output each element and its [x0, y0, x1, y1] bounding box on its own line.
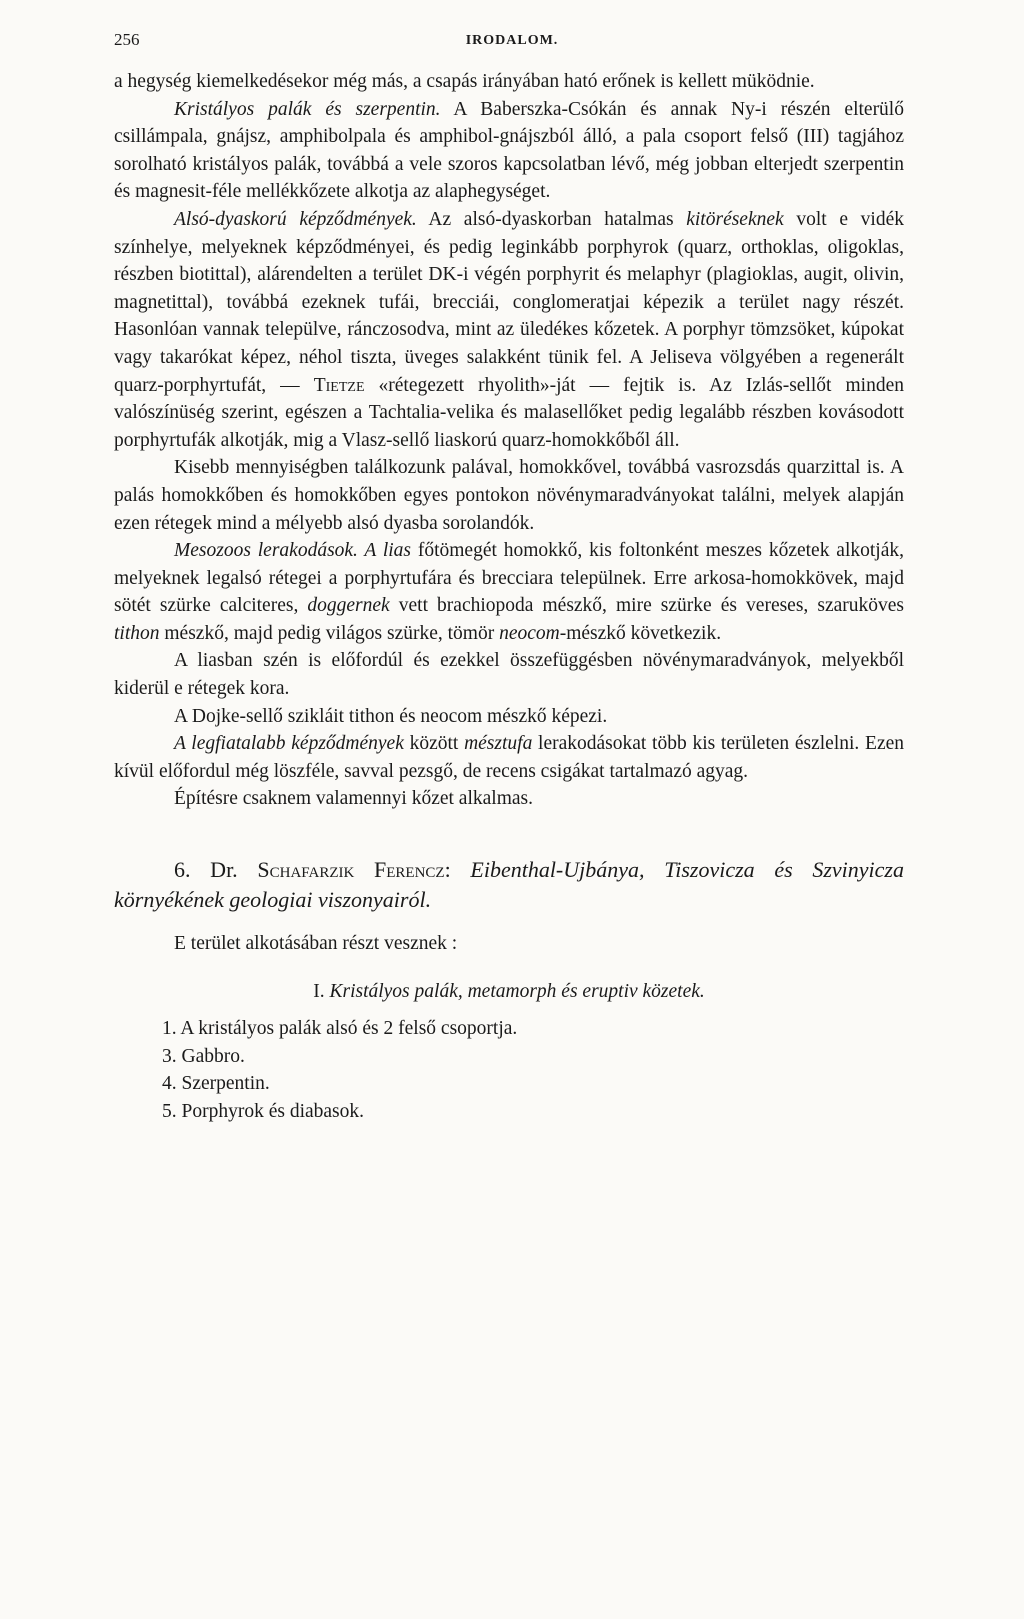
- section-number: 6. Dr.: [174, 857, 258, 883]
- paragraph-6: A liasban szén is előfordúl és ezekkel összefüggésben növénymaradványok, melyekből kiderül e rétegek kora.: [114, 650, 904, 700]
- paragraph-8-emphasis: mésztufa: [464, 733, 533, 755]
- paragraph-8-text-a: között: [403, 733, 465, 755]
- paragraph-2: [114, 96, 904, 206]
- list-item: 4. Szerpentin.: [162, 1073, 270, 1095]
- paragraph-3-text-c: «rétegezett rhyolith»-ját — fejtik is. Az Izlás-sellőt minden valószínüség szerint, egészen a Tachtalia-velika és malasellőket pedig legalább részben kovásodott porphyrtufák alkotják, mig a Vlasz-sellő liaskorú quarz-homokkőből áll.: [114, 374, 904, 451]
- body-text: [114, 68, 904, 813]
- paragraph-5-text-b: vett brachiopoda mészkő, mire szürke és vereses, szaruköves: [389, 595, 904, 617]
- section-author: Schafarzik Ferencz: [257, 857, 445, 883]
- paragraph-3-emphasis: kitöréseknek: [686, 208, 784, 230]
- subheading: [114, 981, 904, 1003]
- paragraph-5-text-a: főtömegét homokkő, kis foltonként meszes kőzetek alkotják, melyeknek legalsó rétegei a porphyrtufára és brecciara települnek. Erre arkosa-homokkövek, majd sötét szürke calciteres,: [114, 540, 904, 617]
- subheading-text: Kristályos palák, metamorph és eruptiv közetek.: [329, 981, 705, 1003]
- paragraph-5: [114, 537, 904, 647]
- rock-list: [114, 1015, 904, 1125]
- section-colon: :: [444, 857, 471, 883]
- paragraph-5-em-3: tithon: [114, 622, 160, 644]
- paragraph-5-lead: Mesozoos lerakodások.: [174, 540, 358, 562]
- running-title: IRODALOM.: [465, 33, 559, 48]
- section-title: Eibenthal-Ujbánya, Tiszovicza és Szvinyicza környékének geologiai viszonyairól.: [114, 857, 904, 913]
- paragraph-5-em-1: A lias: [357, 540, 411, 562]
- paragraph-5-em-4: neocom: [499, 622, 560, 644]
- paragraph-7: A Dojke-sellő szikláit tithon és neocom mészkő képezi.: [174, 705, 608, 727]
- list-item: 3. Gabbro.: [162, 1045, 245, 1067]
- paragraph-3-text-b: volt e vidék színhelye, melyeknek képződményei, és pedig leginkább porphyrok (quarz, orthoklas, oligoklas, részben biotittal), alárendelten a terület DK-i végén porphyrit és melaphyr (plagioklas, augit, olivin, magnetittal), továbbá ezeknek tufái, brecciái, conglomeratjai képezik a terület nagy részét. Hasonlóan vannak települve, ránczosodva, mint az üledékes kőzetek. A porphyr tömzsöket, kúpokat vagy takarókat képez, néhol tiszta, üveges salakként tünik fel. A Jeliseva völgyében a regenerált quarz-porphyrtufát, —: [114, 208, 904, 396]
- paragraph-2-lead: Kristályos palák és szerpentin.: [174, 98, 441, 120]
- list-item: 1. A kristályos palák alsó és 2 felső csoportja.: [162, 1018, 518, 1040]
- page-number: 256: [114, 30, 140, 49]
- paragraph-3-lead: Alsó-dyaskorú képződmények.: [174, 208, 417, 230]
- paragraph-5-text-c: mészkő, majd pedig világos szürke, tömör: [159, 622, 500, 644]
- paragraph-5-em-2: doggernek: [307, 595, 390, 617]
- paragraph-3-text-a: Az alsó-dyaskorban hatalmas: [416, 208, 687, 230]
- paragraph-8-text-b: lerakodásokat több kis területen észlelni. Ezen kívül előfordul még löszféle, savval pezsgő, de recens csigákat tartalmazó agyag.: [114, 733, 904, 782]
- paragraph-1: a hegység kiemelkedésekor még más, a csapás irányában ható erőnek is kellett müködnie.: [114, 71, 815, 92]
- paragraph-4: Kisebb mennyiségben találkozunk palával, homokkővel, továbbá vasrozsdás quarzittal is. A palás homokkőben és homokkőben egyes pontokon növénymaradványokat találni, melyek alapján ezen rétegek mind a mélyebb alsó dyasba sorolandók.: [114, 457, 904, 534]
- list-item: 5. Porphyrok és diabasok.: [162, 1100, 365, 1122]
- section-heading: [114, 855, 904, 915]
- paragraph-5-text-d: -mészkő következik.: [559, 622, 722, 644]
- paragraph-3-author-name: Tietze: [313, 374, 365, 396]
- subheading-number: I.: [313, 981, 330, 1003]
- paragraph-8: [114, 730, 904, 785]
- paragraph-9: Építésre csaknem valamennyi kőzet alkalmas.: [174, 788, 533, 810]
- section-intro: E terület alkotásában részt vesznek :: [174, 933, 458, 955]
- paragraph-2-text: A Baberszka-Csókán és annak Ny-i részén elterülő csillámpala, gnájsz, amphibolpala és amphibol-gnájszból álló, a pala csoport felső (III) tagjához sorolható kristályos palák, továbbá a vele szoros kapcsolatban lévő, még jobban elterjedt szerpentin és magnesit-féle mellékkőzete alkotja az alaphegységet.: [114, 98, 904, 203]
- paragraph-3: [114, 206, 904, 454]
- paragraph-8-lead: A legfiatalabb képződmények: [174, 733, 404, 755]
